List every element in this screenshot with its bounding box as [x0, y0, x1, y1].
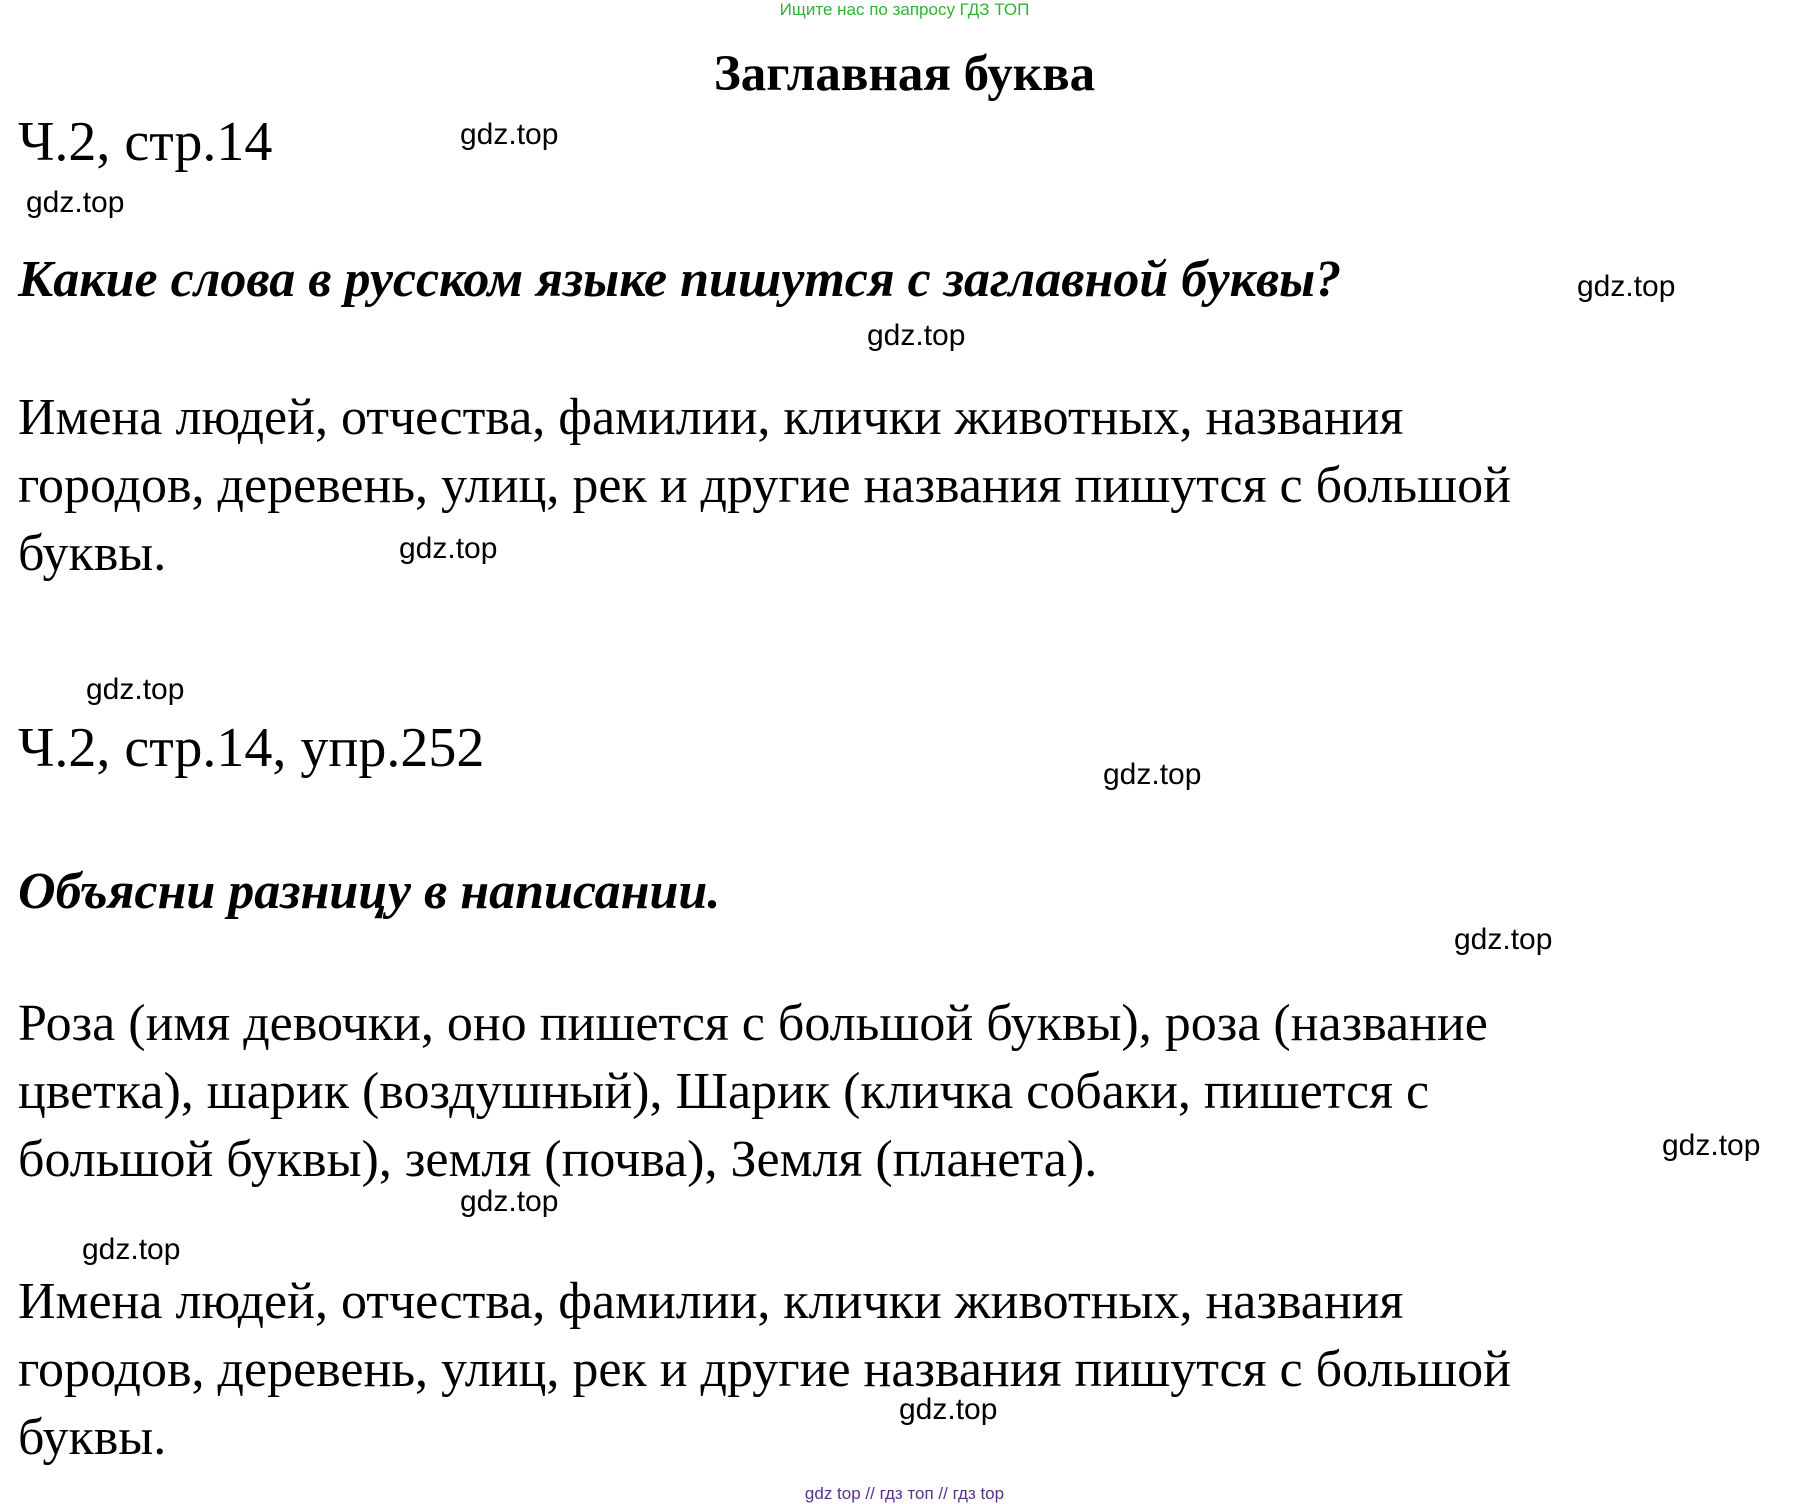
section2-rule-line: буквы.: [18, 1409, 167, 1466]
section2-answer-line: большой буквы), земля (почва), Земля (планета).: [18, 1131, 1098, 1188]
section1-answer-line: городов, деревень, улиц, рек и другие названия пишутся с большой: [18, 457, 1511, 514]
top-banner: Ищите нас по запросу ГДЗ ТОП: [779, 0, 1030, 19]
watermark: gdz.top: [1454, 923, 1553, 956]
page-title: Заглавная буква: [713, 46, 1096, 102]
footer: gdz top // гдз топ // гдз top: [804, 1484, 1005, 1503]
section2-rule: [18, 1268, 1511, 1472]
section1-heading: Ч.2, стр.14: [18, 111, 273, 173]
section2-answer: [18, 990, 1488, 1194]
section2-question: Объясни разницу в написании.: [18, 863, 721, 920]
section2-heading: Ч.2, стр.14, упр.252: [18, 717, 485, 779]
section2-rule-line: городов, деревень, улиц, рек и другие названия пишутся с большой: [18, 1341, 1511, 1398]
watermark: gdz.top: [460, 1185, 559, 1218]
section2-rule-line: Имена людей, отчества, фамилии, клички животных, названия: [18, 1273, 1404, 1330]
section1-answer: [18, 384, 1511, 588]
watermark: gdz.top: [460, 118, 559, 151]
watermark: gdz.top: [86, 673, 185, 706]
watermark: gdz.top: [399, 532, 498, 565]
watermark: gdz.top: [1577, 270, 1676, 303]
section2-answer-line: цветка), шарик (воздушный), Шарик (кличка собаки, пишется с: [18, 1063, 1430, 1120]
section1-answer-line: буквы.: [18, 525, 167, 582]
watermark: gdz.top: [26, 186, 125, 219]
watermark: gdz.top: [867, 319, 966, 352]
watermark: gdz.top: [899, 1393, 998, 1426]
section1-question: Какие слова в русском языке пишутся с заглавной буквы?: [18, 251, 1342, 308]
watermark: gdz.top: [1103, 758, 1202, 791]
watermark: gdz.top: [82, 1233, 181, 1266]
watermark: gdz.top: [1662, 1129, 1761, 1162]
section2-answer-line: Роза (имя девочки, оно пишется с большой буквы), роза (название: [18, 995, 1488, 1052]
section1-answer-line: Имена людей, отчества, фамилии, клички животных, названия: [18, 389, 1404, 446]
